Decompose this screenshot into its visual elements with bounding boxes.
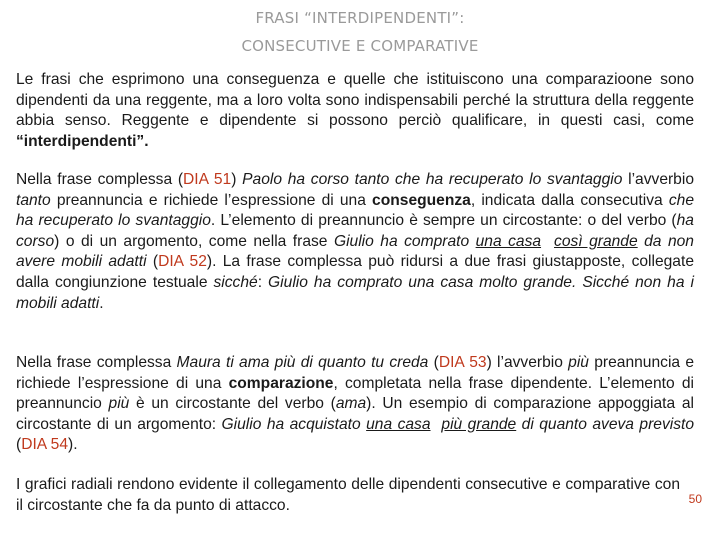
- example-sentence: Giulio ha comprato: [333, 232, 476, 250]
- dia-reference[interactable]: DIA 54: [21, 436, 69, 454]
- example-sentence: Giulio ha comprato una casa molto grande. Sicché non ha i mobili adatti: [16, 273, 694, 312]
- text: (: [428, 354, 439, 371]
- underlined-phrase: così grande: [554, 232, 638, 250]
- text: Le frasi che esprimono una conseguenza e quelle che istituiscono una comparazioone sono dipendenti da una reggente, ma a loro volta sono indispensabili perché la struttura della reggente abbia senso. Reggente e dipendente si possono perciò qualificare, in questi casi, come: [16, 71, 694, 130]
- dia-reference[interactable]: DIA 52: [158, 253, 207, 271]
- dia-reference[interactable]: DIA 53: [438, 354, 487, 371]
- text: ). Un esempio di comparazione appoggiata al circostante di un argomento:: [16, 395, 694, 433]
- bold-term: “interdipendenti”.: [16, 132, 149, 150]
- example-word: più: [568, 354, 589, 371]
- text: ) o di un argomento, come nella frase: [54, 232, 334, 250]
- slide-title: [0, 4, 720, 60]
- example-word: sicché: [213, 273, 258, 291]
- example-word: tanto: [16, 191, 51, 209]
- underlined-phrase: una casa: [366, 415, 431, 433]
- text: ): [231, 171, 243, 188]
- text: ).: [68, 436, 78, 454]
- text: ) l’avverbio: [486, 354, 569, 371]
- example-sentence: Giulio ha acquistato: [221, 415, 367, 433]
- text: preannuncia e richiede l’espressione di una: [50, 191, 373, 209]
- example-sentence: da non avere mobili adatti: [16, 232, 694, 271]
- title-line-1: FRASI “INTERDIPENDENTI”:: [255, 9, 465, 27]
- underlined-phrase: più grande: [441, 415, 517, 433]
- title-line-2: CONSECUTIVE E COMPARATIVE: [241, 37, 479, 55]
- dia-reference[interactable]: DIA 51: [183, 171, 232, 188]
- text: (: [16, 436, 22, 454]
- example-sentence: Paolo ha corso tanto che ha recuperato lo svantaggio: [242, 171, 623, 188]
- text: :: [257, 273, 269, 291]
- text: è un circostante del verbo (: [129, 395, 336, 413]
- text: , indicata dalla consecutiva: [470, 191, 669, 209]
- paragraph-consecutive: [16, 170, 694, 314]
- text: preannuncia e richiede l’espressione di una: [16, 354, 695, 392]
- text: l’avverbio: [622, 171, 694, 188]
- page-number: 50: [688, 492, 702, 506]
- text: ). La frase complessa può ridursi a due frasi giustapposte, collegate dalla congiunzione testuale: [16, 253, 694, 291]
- paragraph-conclusion: [16, 475, 680, 516]
- text: Nella frase complessa (: [16, 171, 184, 188]
- text: , completata nella frase dipendente. L’elemento di preannuncio: [16, 374, 694, 413]
- example-word: più: [108, 395, 130, 413]
- text: .: [99, 294, 104, 312]
- text: Nella frase complessa: [16, 354, 177, 371]
- example-word: ha corso: [16, 212, 694, 250]
- text: I grafici radiali rendono evidente il collegamento delle dipendenti consecutive e comparative con il circostante che fa da punto di attacco.: [16, 476, 680, 514]
- example-sentence: Maura ti ama più di quanto tu creda: [176, 354, 429, 371]
- paragraph-intro: [16, 70, 694, 152]
- bold-term: comparazione: [228, 374, 334, 392]
- underlined-phrase: una casa: [475, 232, 542, 250]
- paragraph-comparative: [16, 353, 694, 456]
- example-word: ama: [335, 395, 367, 413]
- text: . L’elemento di preannuncio è sempre un circostante: o del verbo (: [210, 212, 677, 230]
- spacer: [541, 233, 554, 250]
- text: (: [146, 253, 159, 271]
- example-sentence: di quanto aveva previsto: [516, 415, 695, 433]
- spacer: [431, 416, 442, 433]
- bold-term: conseguenza: [372, 191, 471, 209]
- example-clause: che ha recuperato lo svantaggio: [16, 191, 694, 230]
